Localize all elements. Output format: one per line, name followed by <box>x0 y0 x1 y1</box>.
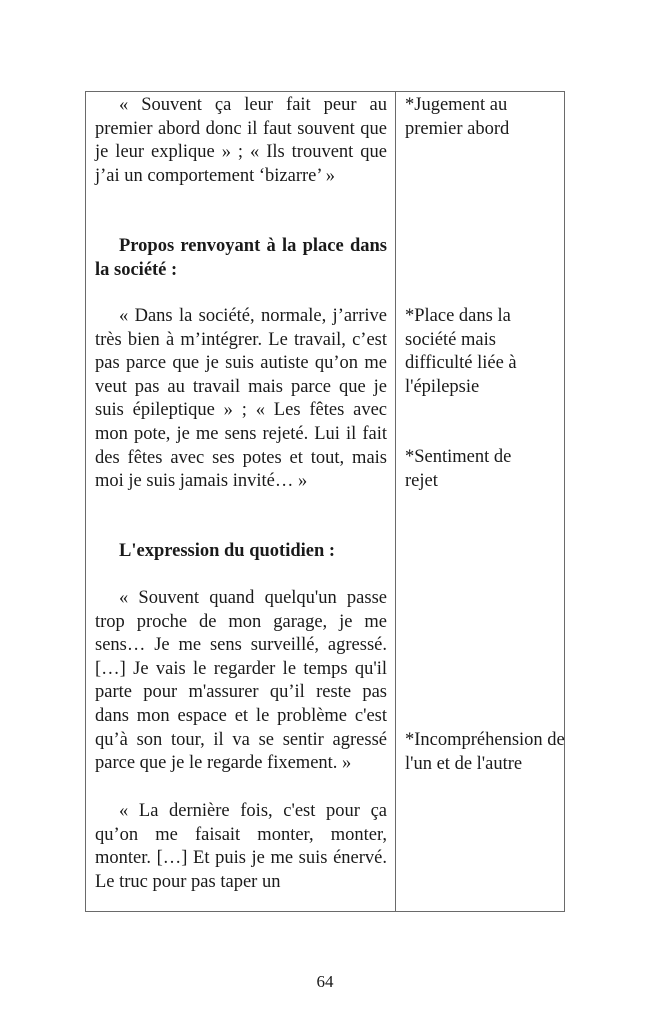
theme-note-3: *Sentiment de rejet <box>405 447 512 491</box>
analysis-table <box>85 91 565 912</box>
quote-paragraph-3: « Souvent quand quelqu'un passe trop proche de mon garage, je me sens… Je me sens surveillé, agressé. […] Je vais le regarder le temps qu'il parte pour m'assurer qu’il reste pas dans mon espace et le problème c'est qu’à son tour, il va se sentir agressé parce que je le regarde fixement. » <box>95 588 387 774</box>
theme-note-1: *Jugement au premier abord <box>405 95 510 139</box>
quote-paragraph-4: « La dernière fois, c'est pour ça qu’on me faisait monter, monter, monter. […] Et puis je me suis énervé. Le truc pour pas taper un <box>95 801 387 892</box>
quote-paragraph-1: « Souvent ça leur fait peur au premier abord donc il faut souvent que je leur explique » ; « Ils trouvent que j’ai un comportement ‘bizarre’ » <box>95 95 387 186</box>
theme-note-4: *Incompréhension de l'un et de l'autre <box>405 730 565 774</box>
themes-column <box>396 92 564 911</box>
section-heading-daily: L'expression du quotidien : <box>119 541 336 561</box>
page-number: 64 <box>316 972 334 991</box>
quotes-column <box>86 92 396 911</box>
section-heading-society: Propos renvoyant à la place dans la société : <box>95 236 387 280</box>
theme-note-2: *Place dans la société mais difficulté liée à l'épilepsie <box>405 306 517 397</box>
quote-paragraph-2: « Dans la société, normale, j’arrive très bien à m’intégrer. Le travail, c’est pas parce que je suis autiste qu’on me veut pas au travail mais parce que je suis épileptique » ; « Les fêtes avec mon pote, je me sens rejeté. Lui il fait des fêtes avec ses potes et tout, mais moi je suis jamais invité… » <box>95 306 387 492</box>
